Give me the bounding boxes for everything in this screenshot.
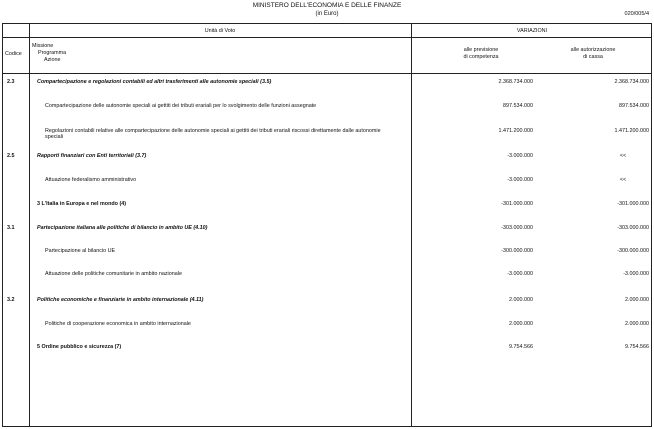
row-cassa: 2.000.000 xyxy=(625,321,649,327)
unit-of-vote-header: Unità di Voto xyxy=(204,28,236,34)
program-header: Programma xyxy=(38,50,67,56)
row-label: Partecipazione italiana alle politiche di bilancio in ambito UE (4.10) xyxy=(37,225,208,231)
row-label: Regolazioni contabili relative alle compartecipazione delle autonomie speciali ai gettiti dei tributi erariali riscossi direttamente dalle autonomie speciali xyxy=(45,128,381,141)
column-divider xyxy=(29,24,30,426)
row-competenza: 1.471.200.000 xyxy=(498,128,533,134)
row-cassa: 1.471.200.000 xyxy=(614,128,649,134)
row-label: Rapporti finanziari con Enti territoriali (3.7) xyxy=(37,153,147,159)
row-label: Compartecipazione e regolazioni contabili ed altri trasferimenti alle autonomie speciali (3.5) xyxy=(37,79,272,85)
header-divider xyxy=(3,73,651,74)
row-cassa: -3.000.000 xyxy=(623,271,649,277)
row-competenza: 2.000.000 xyxy=(509,321,533,327)
row-label: Attuazione delle politiche comunitarie in ambito nazionale xyxy=(45,271,182,277)
action-header: Azione xyxy=(44,57,61,63)
page-subtitle: (in Euro) xyxy=(315,11,339,17)
row-competenza: -3.000.000 xyxy=(507,153,533,159)
row-label: Compartecipazione delle autonomie speciali ai gettiti dei tributi erariali per lo svolgimento delle funzioni assegnate xyxy=(45,103,317,109)
document-code: 020/005/4 xyxy=(624,11,649,17)
row-cassa: << xyxy=(619,177,627,183)
row-cassa: 2.368.734.000 xyxy=(614,79,649,85)
row-competenza: -3.000.000 xyxy=(507,271,533,277)
cassa-header-line1: alle autorizzazione xyxy=(570,47,616,53)
page-title: MINISTERO DELL'ECONOMIA E DELLE FINANZE xyxy=(252,2,402,9)
row-competenza: 2.000.000 xyxy=(509,297,533,303)
row-code: 3.2 xyxy=(7,297,15,303)
row-label: 5 Ordine pubblico e sicurezza (7) xyxy=(37,344,122,350)
competenza-header-line2: di competenza xyxy=(463,54,499,60)
row-cassa: 897.534.000 xyxy=(619,103,649,109)
competenza-header-line1: alle previsione xyxy=(463,47,499,53)
row-code: 2.5 xyxy=(7,153,15,159)
budget-table xyxy=(2,23,652,427)
row-cassa: -300.000.000 xyxy=(617,248,649,254)
cassa-header-line2: di cassa xyxy=(583,54,603,60)
row-competenza: 897.534.000 xyxy=(503,103,533,109)
row-cassa: 2.000.000 xyxy=(625,297,649,303)
row-cassa: << xyxy=(619,153,627,159)
column-divider xyxy=(411,24,412,426)
row-label: Politiche di cooperazione economica in ambito internazionale xyxy=(45,321,191,327)
row-label: Politiche economiche e finanziarie in ambito internazionale (4.11) xyxy=(37,297,204,303)
row-competenza: -303.000.000 xyxy=(501,225,533,231)
row-competenza: -3.000.000 xyxy=(507,177,533,183)
mission-header: Missione xyxy=(32,43,54,49)
row-label: 3 L'Italia in Europa e nel mondo (4) xyxy=(37,201,127,207)
row-code: 2.3 xyxy=(7,79,15,85)
row-cassa: -303.000.000 xyxy=(617,225,649,231)
row-cassa: -301.000.000 xyxy=(617,201,649,207)
row-cassa: 9.754.566 xyxy=(625,344,649,350)
header-divider xyxy=(3,37,651,38)
row-label: Partecipazione al bilancio UE xyxy=(45,248,116,254)
row-competenza: -301.000.000 xyxy=(501,201,533,207)
row-label: Attuazione federalismo amministrativo xyxy=(45,177,137,183)
row-competenza: 2.368.734.000 xyxy=(498,79,533,85)
row-competenza: -300.000.000 xyxy=(501,248,533,254)
row-code: 3.1 xyxy=(7,225,15,231)
code-header: Codice xyxy=(5,51,22,57)
row-competenza: 9.754.566 xyxy=(509,344,533,350)
variations-header: VARIAZIONI xyxy=(516,28,548,34)
